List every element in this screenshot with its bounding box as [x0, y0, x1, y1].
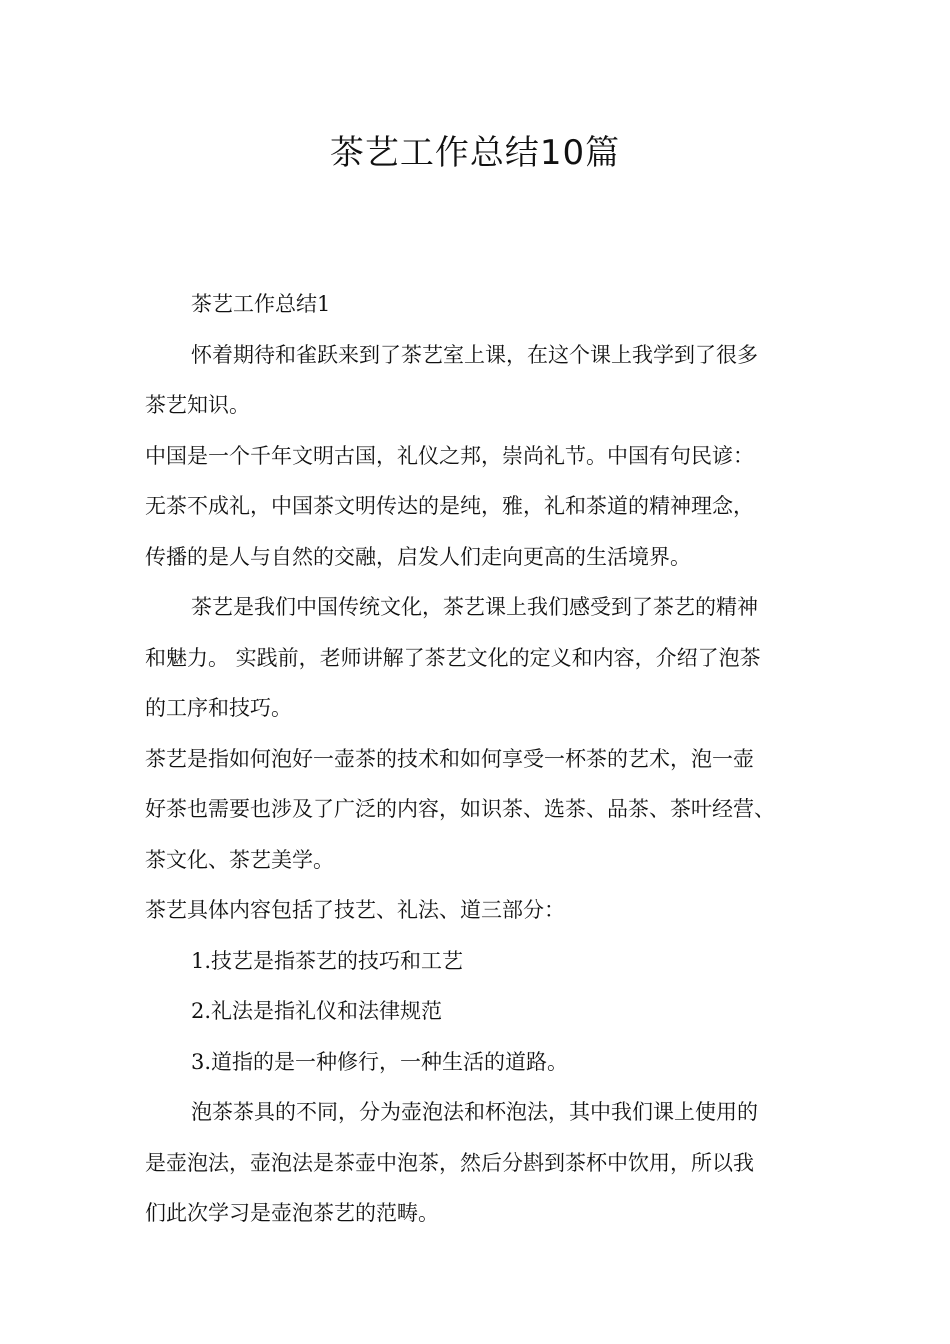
paragraph-line: 泡茶茶具的不同，分为壶泡法和杯泡法，其中我们课上使用的	[191, 1100, 758, 1124]
paragraph-line: 和魅力。 实践前，老师讲解了茶艺文化的定义和内容，介绍了泡茶	[145, 645, 761, 670]
paragraph-line: 茶艺是我们中国传统文化，茶艺课上我们感受到了茶艺的精神	[191, 595, 758, 619]
paragraph-line: 茶艺具体内容包括了技艺、礼法、道三部分：	[145, 898, 565, 922]
paragraph-line: 1.技艺是指茶艺的技巧和工艺	[191, 948, 464, 973]
paragraph-line: 茶艺知识。	[145, 393, 250, 417]
paragraph-line: 茶艺是指如何泡好一壶茶的技术和如何享受一杯茶的艺术，泡一壶	[145, 746, 754, 771]
paragraph-line: 们此次学习是壶泡茶艺的范畴。	[145, 1201, 439, 1225]
paragraph-line: 中国是一个千年文明古国，礼仪之邦，崇尚礼节。中国有句民谚：	[145, 443, 754, 468]
paragraph-line: 茶艺工作总结1	[191, 292, 331, 316]
page-title: 茶艺工作总结10篇	[329, 133, 621, 173]
paragraph-line: 3.道指的是一种修行，一种生活的道路。	[191, 1049, 569, 1074]
paragraph-line: 怀着期待和雀跃来到了茶艺室上课，在这个课上我学到了很多	[191, 342, 758, 367]
paragraph-line: 传播的是人与自然的交融，启发人们走向更高的生活境界。	[145, 544, 691, 569]
paragraph-line: 无茶不成礼，中国茶文明传达的是纯，雅，礼和茶道的精神理念，	[145, 494, 754, 518]
paragraph-line: 的工序和技巧。	[145, 696, 292, 720]
paragraph-line: 是壶泡法，壶泡法是茶壶中泡茶，然后分斟到茶杯中饮用，所以我	[145, 1150, 754, 1175]
paragraph-line: 2.礼法是指礼仪和法律规范	[191, 999, 443, 1023]
paragraph-line: 好茶也需要也涉及了广泛的内容，如识茶、选茶、品茶、茶叶经营、	[145, 797, 775, 821]
paragraph-line: 茶文化、茶艺美学。	[145, 847, 334, 872]
document-body	[145, 279, 825, 1239]
